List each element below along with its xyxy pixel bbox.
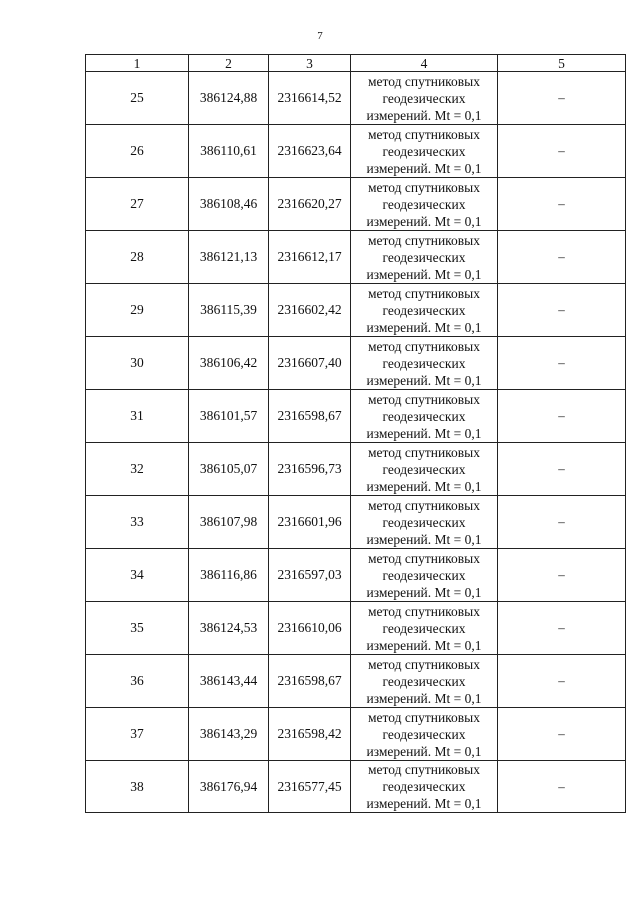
x-coordinate-cell: 386107,98 (189, 496, 269, 549)
x-coordinate-cell: 386124,53 (189, 602, 269, 655)
x-coordinate-cell: 386101,57 (189, 390, 269, 443)
note-cell: – (498, 708, 626, 761)
method-line: геодезических (382, 514, 466, 530)
point-number-cell: 33 (86, 496, 189, 549)
x-coordinate-cell: 386110,61 (189, 125, 269, 178)
x-coordinate-cell: 386105,07 (189, 443, 269, 496)
method-line: измерений. Mt = 0,1 (366, 690, 482, 706)
method-line: измерений. Mt = 0,1 (366, 637, 482, 653)
method-line: метод спутниковых (368, 391, 480, 407)
point-number-cell: 38 (86, 761, 189, 813)
y-coordinate-cell: 2316620,27 (269, 178, 351, 231)
y-coordinate-cell: 2316602,42 (269, 284, 351, 337)
method-line: метод спутниковых (368, 73, 480, 89)
page-number: 7 (317, 30, 323, 42)
note-cell: – (498, 549, 626, 602)
x-coordinate-cell: 386124,88 (189, 72, 269, 125)
table-row (86, 443, 626, 496)
method-line: метод спутниковых (368, 444, 480, 460)
y-coordinate-cell: 2316577,45 (269, 761, 351, 813)
note-cell: – (498, 443, 626, 496)
table-row (86, 549, 626, 602)
method-line: геодезических (382, 620, 466, 636)
method-line: измерений. Mt = 0,1 (366, 319, 482, 335)
y-coordinate-cell: 2316610,06 (269, 602, 351, 655)
y-coordinate-cell: 2316596,73 (269, 443, 351, 496)
table-row (86, 72, 626, 125)
note-cell: – (498, 72, 626, 125)
method-line: измерений. Mt = 0,1 (366, 425, 482, 441)
note-cell: – (498, 284, 626, 337)
method-line: геодезических (382, 779, 466, 794)
method-line: метод спутниковых (368, 179, 480, 195)
method-line: геодезических (382, 726, 466, 742)
point-number-cell: 37 (86, 708, 189, 761)
point-number-cell: 29 (86, 284, 189, 337)
method-cell (351, 708, 498, 761)
note-cell: – (498, 337, 626, 390)
method-cell (351, 72, 498, 125)
point-number-cell: 27 (86, 178, 189, 231)
method-line: измерений. Mt = 0,1 (366, 743, 482, 759)
y-coordinate-cell: 2316598,42 (269, 708, 351, 761)
table-row (86, 337, 626, 390)
note-cell: – (498, 602, 626, 655)
method-line: геодезических (382, 90, 466, 106)
method-cell (351, 655, 498, 708)
method-line: измерений. Mt = 0,1 (366, 160, 482, 176)
method-line: геодезических (382, 673, 466, 689)
table-header (86, 55, 626, 72)
header-col-5: 5 (498, 55, 626, 72)
y-coordinate-cell: 2316607,40 (269, 337, 351, 390)
point-number-cell: 34 (86, 549, 189, 602)
method-line: измерений. Mt = 0,1 (366, 796, 482, 811)
method-line: измерений. Mt = 0,1 (366, 584, 482, 600)
x-coordinate-cell: 386143,29 (189, 708, 269, 761)
method-cell (351, 496, 498, 549)
method-line: метод спутниковых (368, 338, 480, 354)
table-row (86, 390, 626, 443)
method-line: метод спутниковых (368, 285, 480, 301)
point-number-cell: 26 (86, 125, 189, 178)
table-body (86, 72, 626, 813)
point-number-cell: 31 (86, 390, 189, 443)
method-line: измерений. Mt = 0,1 (366, 107, 482, 123)
method-line: измерений. Mt = 0,1 (366, 213, 482, 229)
header-row (86, 55, 626, 72)
method-line: метод спутниковых (368, 497, 480, 513)
x-coordinate-cell: 386143,44 (189, 655, 269, 708)
method-cell (351, 390, 498, 443)
method-line: метод спутниковых (368, 762, 480, 777)
note-cell: – (498, 390, 626, 443)
point-number-cell: 28 (86, 231, 189, 284)
method-cell (351, 443, 498, 496)
y-coordinate-cell: 2316597,03 (269, 549, 351, 602)
y-coordinate-cell: 2316623,64 (269, 125, 351, 178)
header-col-3: 3 (269, 55, 351, 72)
x-coordinate-cell: 386176,94 (189, 761, 269, 813)
point-number-cell: 36 (86, 655, 189, 708)
table-row (86, 655, 626, 708)
table-row (86, 284, 626, 337)
method-line: геодезических (382, 567, 466, 583)
x-coordinate-cell: 386106,42 (189, 337, 269, 390)
table-row (86, 178, 626, 231)
y-coordinate-cell: 2316612,17 (269, 231, 351, 284)
y-coordinate-cell: 2316598,67 (269, 390, 351, 443)
note-cell: – (498, 655, 626, 708)
method-line: геодезических (382, 408, 466, 424)
table-row (86, 496, 626, 549)
method-line: геодезических (382, 249, 466, 265)
point-number-cell: 25 (86, 72, 189, 125)
method-line: измерений. Mt = 0,1 (366, 531, 482, 547)
y-coordinate-cell: 2316614,52 (269, 72, 351, 125)
point-number-cell: 32 (86, 443, 189, 496)
table-row (86, 708, 626, 761)
method-line: метод спутниковых (368, 656, 480, 672)
method-cell (351, 231, 498, 284)
method-line: метод спутниковых (368, 603, 480, 619)
header-col-1: 1 (86, 55, 189, 72)
x-coordinate-cell: 386115,39 (189, 284, 269, 337)
y-coordinate-cell: 2316598,67 (269, 655, 351, 708)
point-number-cell: 30 (86, 337, 189, 390)
note-cell: – (498, 496, 626, 549)
method-line: геодезических (382, 196, 466, 212)
method-cell (351, 125, 498, 178)
x-coordinate-cell: 386121,13 (189, 231, 269, 284)
table-row (86, 602, 626, 655)
note-cell: – (498, 125, 626, 178)
method-line: геодезических (382, 143, 466, 159)
method-cell (351, 284, 498, 337)
x-coordinate-cell: 386116,86 (189, 549, 269, 602)
method-cell (351, 602, 498, 655)
x-coordinate-cell: 386108,46 (189, 178, 269, 231)
method-cell (351, 761, 498, 813)
note-cell: – (498, 231, 626, 284)
note-cell: – (498, 178, 626, 231)
method-cell (351, 337, 498, 390)
method-cell (351, 549, 498, 602)
method-line: измерений. Mt = 0,1 (366, 266, 482, 282)
method-line: метод спутниковых (368, 550, 480, 566)
method-line: геодезических (382, 461, 466, 477)
method-cell (351, 178, 498, 231)
method-line: измерений. Mt = 0,1 (366, 478, 482, 494)
coordinates-table (85, 54, 626, 813)
point-number-cell: 35 (86, 602, 189, 655)
header-col-4: 4 (351, 55, 498, 72)
table-row (86, 231, 626, 284)
table-row (86, 125, 626, 178)
method-line: измерений. Mt = 0,1 (366, 372, 482, 388)
method-line: метод спутниковых (368, 232, 480, 248)
table-row (86, 761, 626, 813)
method-line: метод спутниковых (368, 709, 480, 725)
header-col-2: 2 (189, 55, 269, 72)
method-line: метод спутниковых (368, 126, 480, 142)
method-line: геодезических (382, 355, 466, 371)
note-cell: – (498, 761, 626, 813)
method-line: геодезических (382, 302, 466, 318)
y-coordinate-cell: 2316601,96 (269, 496, 351, 549)
